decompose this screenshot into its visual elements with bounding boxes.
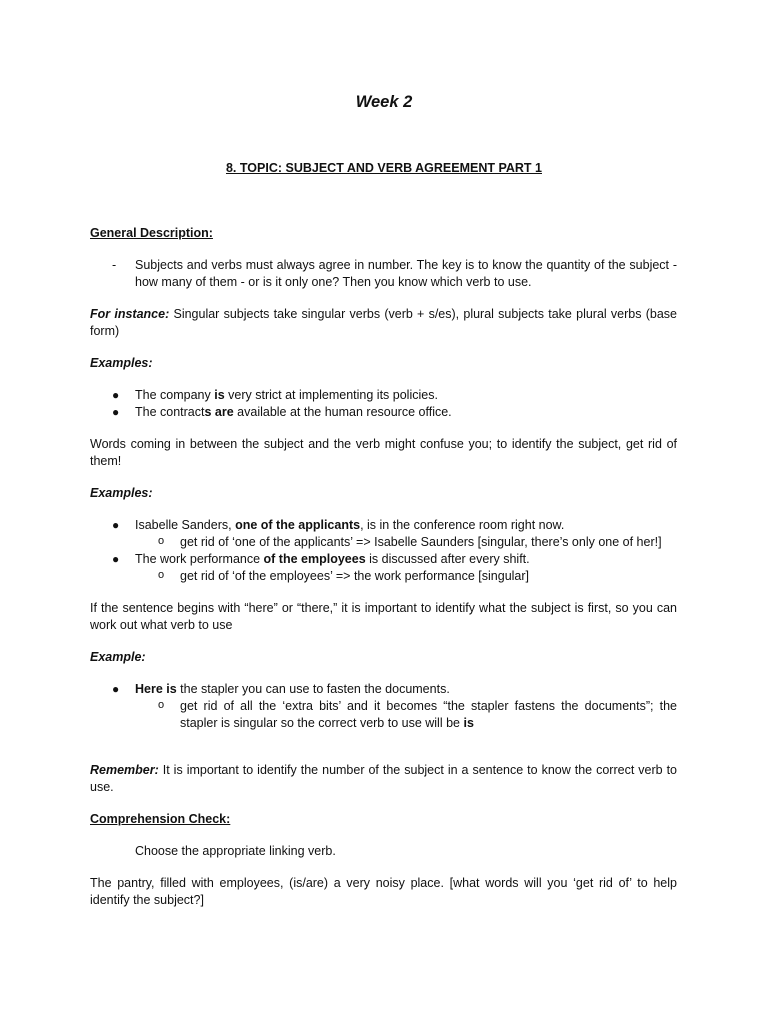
example-bold: of the employees <box>263 552 366 566</box>
sub-list-item <box>90 534 677 551</box>
example-pre: The work performance <box>135 552 264 566</box>
examples-heading-1: Examples: <box>90 356 153 370</box>
topic-heading: 8. TOPIC: SUBJECT AND VERB AGREEMENT PART 1 <box>225 161 542 175</box>
example-bold: is <box>214 388 225 402</box>
sub-list-item <box>90 568 677 585</box>
example-pre: Isabelle Sanders, <box>135 518 236 532</box>
examples-list-3 <box>90 681 677 732</box>
sub-list-item <box>90 698 677 732</box>
example-post: , is in the conference room right now. <box>360 518 565 532</box>
remember-text: It is important to identify the number of the subject in a sentence to know the correct verb to use. <box>90 763 677 794</box>
description-dash-item <box>90 257 677 291</box>
comprehension-instruction: Choose the appropriate linking verb. <box>135 844 336 858</box>
bullet-icon: ● <box>112 388 120 402</box>
here-there-paragraph: If the sentence begins with “here” or “there,” it is important to identify what the subject is first, so you can work out what verb to use <box>90 601 677 632</box>
remember-paragraph <box>90 762 677 796</box>
page-title: Week 2 <box>355 93 413 111</box>
list-item <box>90 551 677 585</box>
list-item <box>90 404 677 421</box>
sub-item-bold: is <box>463 716 474 730</box>
circle-bullet-icon: o <box>158 699 165 711</box>
examples-heading-2: Examples: <box>90 486 153 500</box>
examples-list-1 <box>90 387 677 421</box>
sub-item-text: get rid of ‘of the employees’ => the work performance [singular] <box>180 569 530 583</box>
bullet-icon: ● <box>112 518 120 532</box>
sub-list <box>90 534 677 551</box>
general-description-heading: General Description: <box>90 226 213 240</box>
list-item <box>90 387 677 404</box>
example-pre: The contract <box>135 405 205 419</box>
comprehension-question: The pantry, filled with employees, (is/are) a very noisy place. [what words will you ‘get rid of’ to help identify the subject?] <box>90 876 677 907</box>
example-bold: one of the applicants <box>235 518 361 532</box>
comprehension-heading: Comprehension Check: <box>90 812 231 826</box>
list-item <box>90 517 677 551</box>
words-between-paragraph: Words coming in between the subject and the verb might confuse you; to identify the subject, get rid of them! <box>90 437 677 468</box>
remember-label: Remember: <box>90 763 159 777</box>
example-post: very strict at implementing its policies. <box>224 388 438 402</box>
sub-item-text: get rid of ‘one of the applicants’ => Isabelle Saunders [singular, there’s only one of her!] <box>180 535 662 549</box>
sub-item-text: get rid of all the ‘extra bits’ and it becomes “the stapler fastens the documents”; the stapler is singular so the correct verb to use will be <box>180 699 677 730</box>
example-bold: Here is <box>135 682 177 696</box>
sub-list <box>90 568 677 585</box>
bullet-icon: ● <box>112 405 120 419</box>
for-instance-paragraph <box>90 306 677 340</box>
example-post: the stapler you can use to fasten the documents. <box>176 682 450 696</box>
bullet-icon: ● <box>112 682 120 696</box>
document-body <box>90 225 677 909</box>
example-post: available at the human resource office. <box>233 405 452 419</box>
example-post: is discussed after every shift. <box>365 552 530 566</box>
examples-list-2 <box>90 517 677 585</box>
circle-bullet-icon: o <box>158 535 165 547</box>
dash-marker: - <box>112 258 117 272</box>
sub-list <box>90 698 677 732</box>
circle-bullet-icon: o <box>158 569 165 581</box>
example-bold: s are <box>204 405 234 419</box>
list-item <box>90 681 677 732</box>
description-text: Subjects and verbs must always agree in number. The key is to know the quantity of the subject - how many of them - or is it only one? Then you know which verb to use. <box>135 258 677 289</box>
for-instance-text: Singular subjects take singular verbs (verb + s/es), plural subjects take plural verbs (base form) <box>90 307 677 338</box>
bullet-icon: ● <box>112 552 120 566</box>
example-heading-3: Example: <box>90 650 146 664</box>
example-pre: The company <box>135 388 215 402</box>
for-instance-label: For instance: <box>90 307 170 321</box>
